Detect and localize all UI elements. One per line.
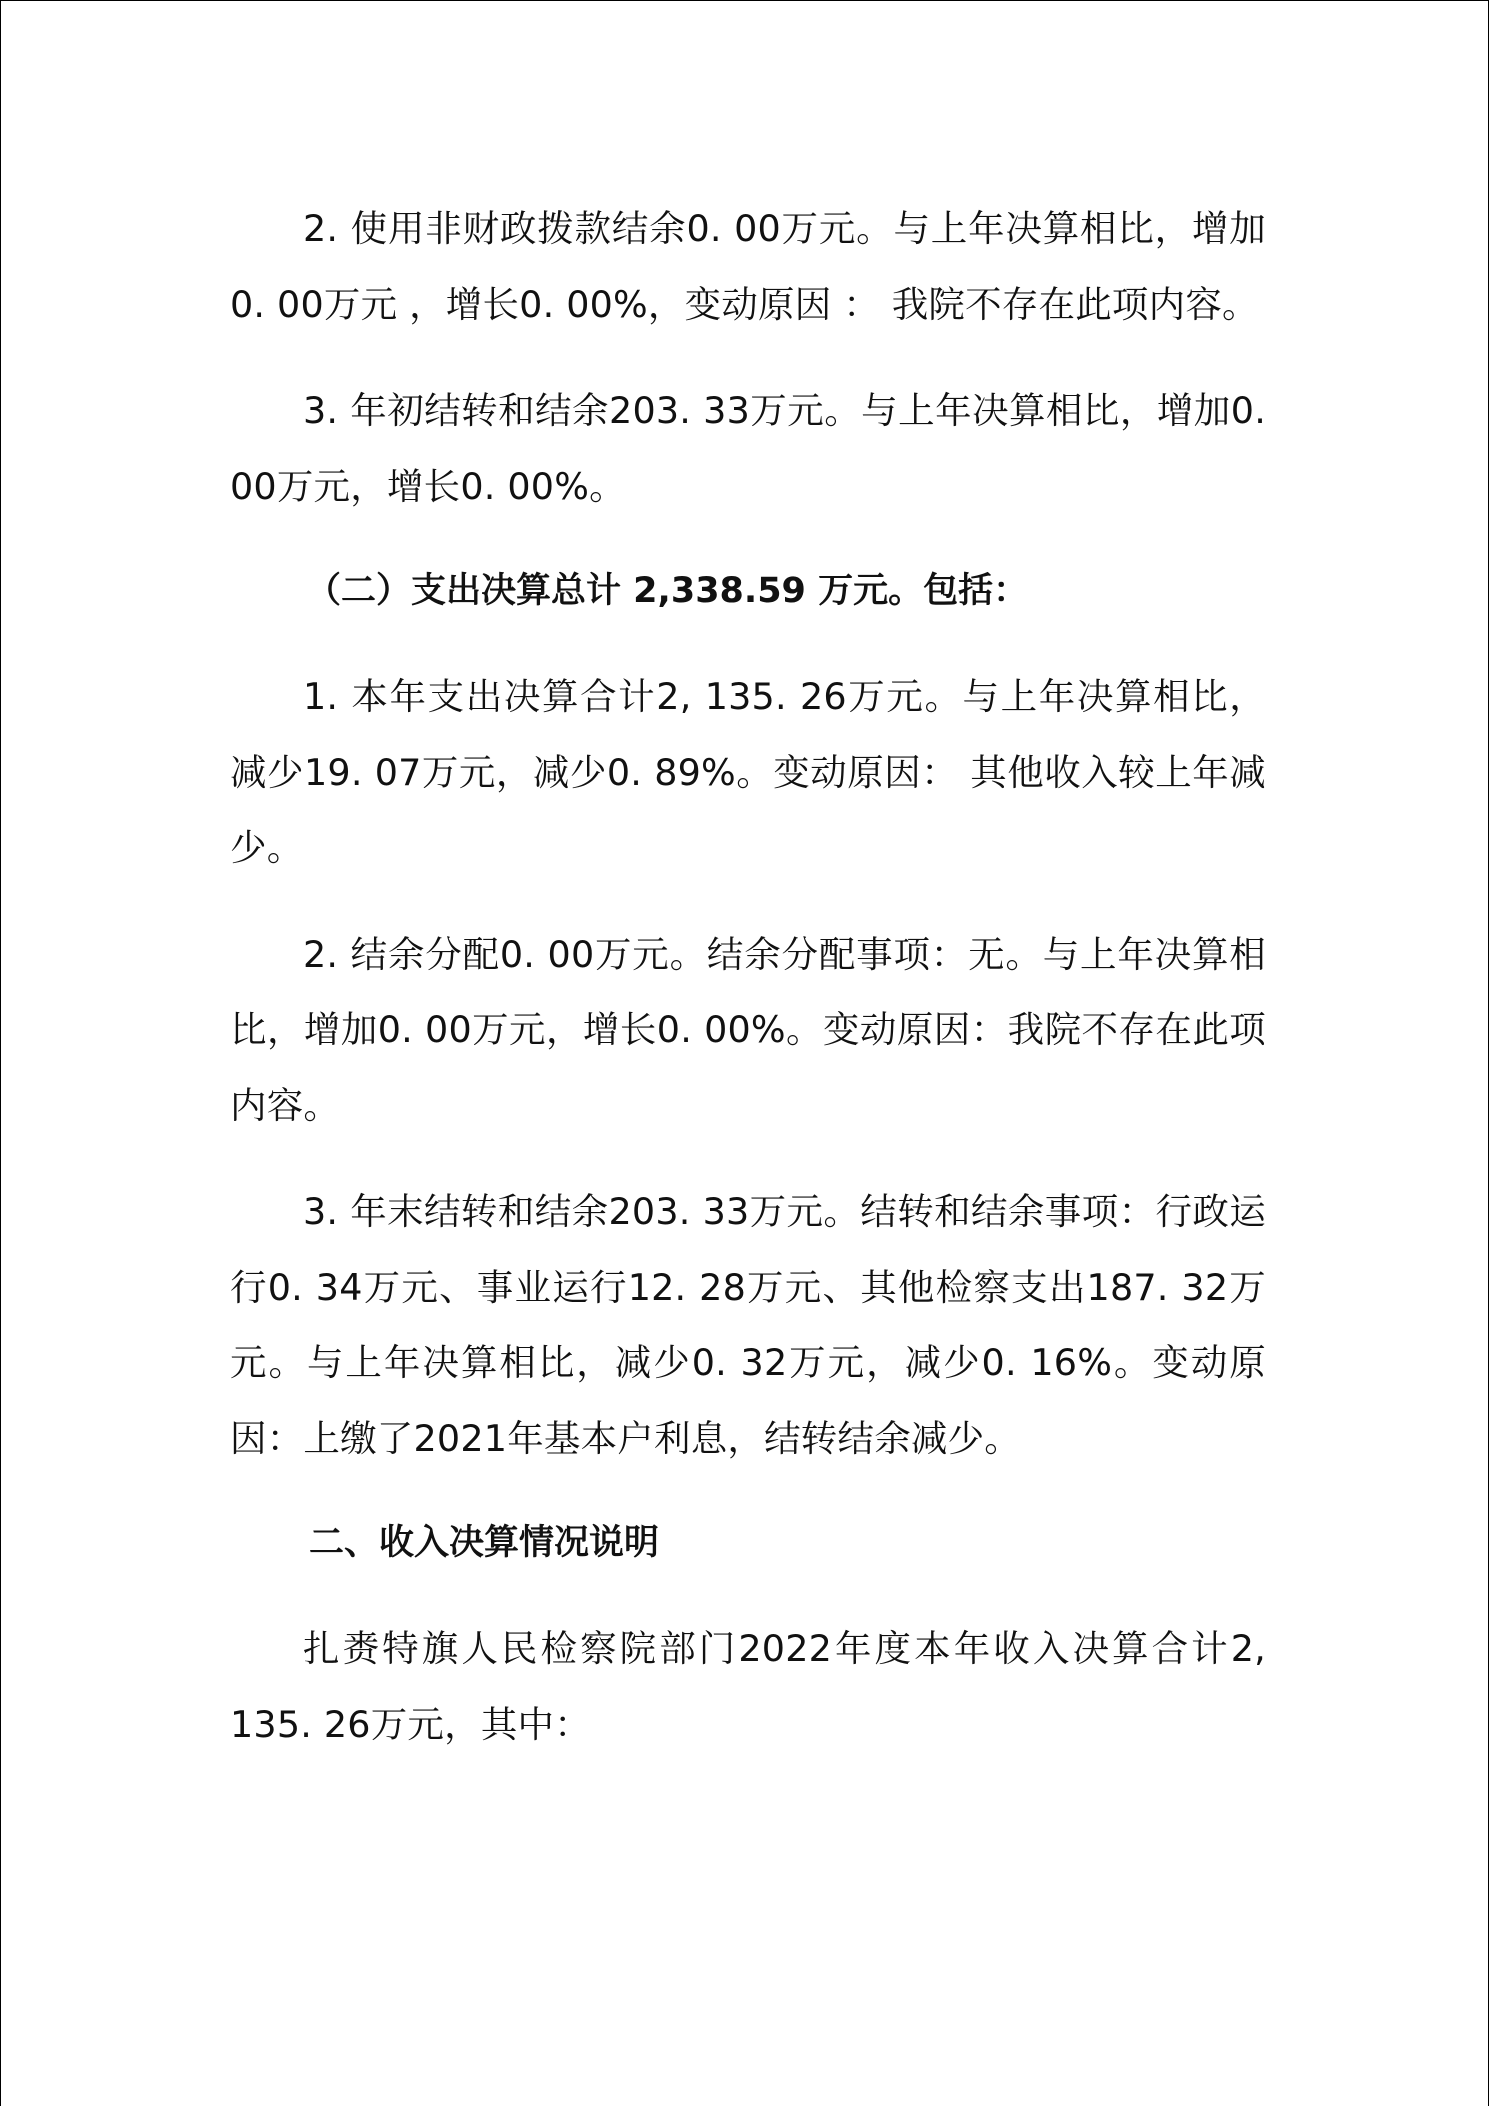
paragraph-gap	[230, 342, 1266, 373]
paragraph-opening-balance: 3. 年初结转和结余203. 33万元。与上年决算相比，增加0. 00万元，增长0. 00%。	[230, 389, 1266, 508]
paragraph-balance-distribution: 2. 结余分配0. 00万元。结余分配事项：无。与上年决算相比，增加0. 00万元，增长0. 00%。变动原因：我院不存在此项内容。	[230, 932, 1266, 1127]
paragraph-closing-balance: 3. 年末结转和结余203. 33万元。结转和结余事项：行政运行0. 34万元、事业运行12. 28万元、其他检察支出187. 32万元。与上年决算相比，减少0. 32万元，减少0. 16%。变动原因：上缴了2021年基本户利息，结转结余减少。	[230, 1190, 1266, 1460]
paragraph-gap	[230, 886, 1266, 917]
paragraph-gap	[230, 1571, 1266, 1611]
paragraph-annual-expenditure: 1. 本年支出决算合计2, 135. 26万元。与上年决算相比，减少19. 07万元，减少0. 89%。变动原因： 其他收入较上年减少。	[230, 675, 1266, 869]
section-heading-income: 二、收入决算情况说明	[309, 1523, 660, 1563]
paragraph-non-fiscal-balance: 2. 使用非财政拨款结余0. 00万元。与上年决算相比，增加0. 00万元 ，增长0. 00%，变动原因 ： 我院不存在此项内容。	[230, 207, 1266, 326]
paragraph-income-total: 扎赉特旗人民检察院部门2022年度本年收入决算合计2, 135. 26万元，其中：	[230, 1627, 1266, 1746]
paragraph-gap	[230, 524, 1266, 564]
subheading-expenditure-total: （二）支出决算总计 2,338.59 万元。包括：	[306, 571, 1029, 611]
paragraph-gap	[230, 619, 1266, 659]
paragraph-gap	[230, 1143, 1266, 1174]
document-body	[230, 191, 1266, 1762]
paragraph-gap	[230, 1476, 1266, 1516]
